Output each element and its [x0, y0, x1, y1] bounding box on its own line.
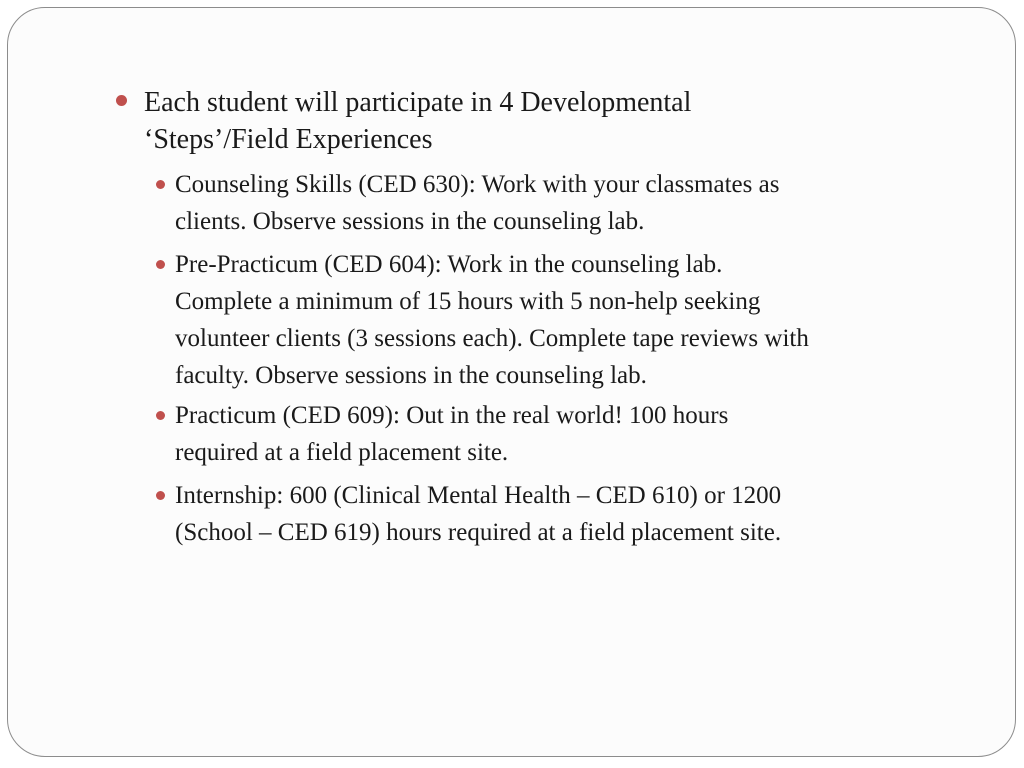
sub-bullet-line: Complete a minimum of 15 hours with 5 non-help seeking	[175, 288, 761, 315]
sub-bullet-internship	[175, 477, 975, 551]
sub-bullet-line: Pre-Practicum (CED 604): Work in the counseling lab.	[175, 251, 723, 278]
sub-bullet-line: Practicum (CED 609): Out in the real world! 100 hours	[175, 402, 729, 429]
sub-bullet-line: Counseling Skills (CED 630): Work with your classmates as	[175, 171, 780, 198]
sub-bullet-line: (School – CED 619) hours required at a field placement site.	[175, 519, 782, 546]
sub-bullet-line: volunteer clients (3 sessions each). Complete tape reviews with	[175, 325, 809, 352]
sub-bullet-line: Internship: 600 (Clinical Mental Health – CED 610) or 1200	[175, 482, 782, 509]
sub-bullet-counseling-skills	[175, 166, 975, 240]
sub-bullet-dot-icon	[156, 260, 165, 269]
main-bullet-line-2: ‘Steps’/Field Experiences	[144, 124, 433, 155]
main-bullet-line-1: Each student will participate in 4 Developmental	[144, 87, 692, 118]
main-bullet-text	[144, 84, 844, 158]
sub-bullet-pre-practicum	[175, 246, 975, 394]
sub-bullet-line: required at a field placement site.	[175, 439, 509, 466]
sub-bullet-line: faculty. Observe sessions in the counseling lab.	[175, 362, 647, 389]
sub-bullet-dot-icon	[156, 180, 165, 189]
sub-bullet-dot-icon	[156, 411, 165, 420]
main-bullet-dot-icon	[116, 95, 127, 106]
sub-bullet-dot-icon	[156, 491, 165, 500]
sub-bullet-practicum	[175, 397, 975, 471]
sub-bullet-line: clients. Observe sessions in the counseling lab.	[175, 208, 645, 235]
